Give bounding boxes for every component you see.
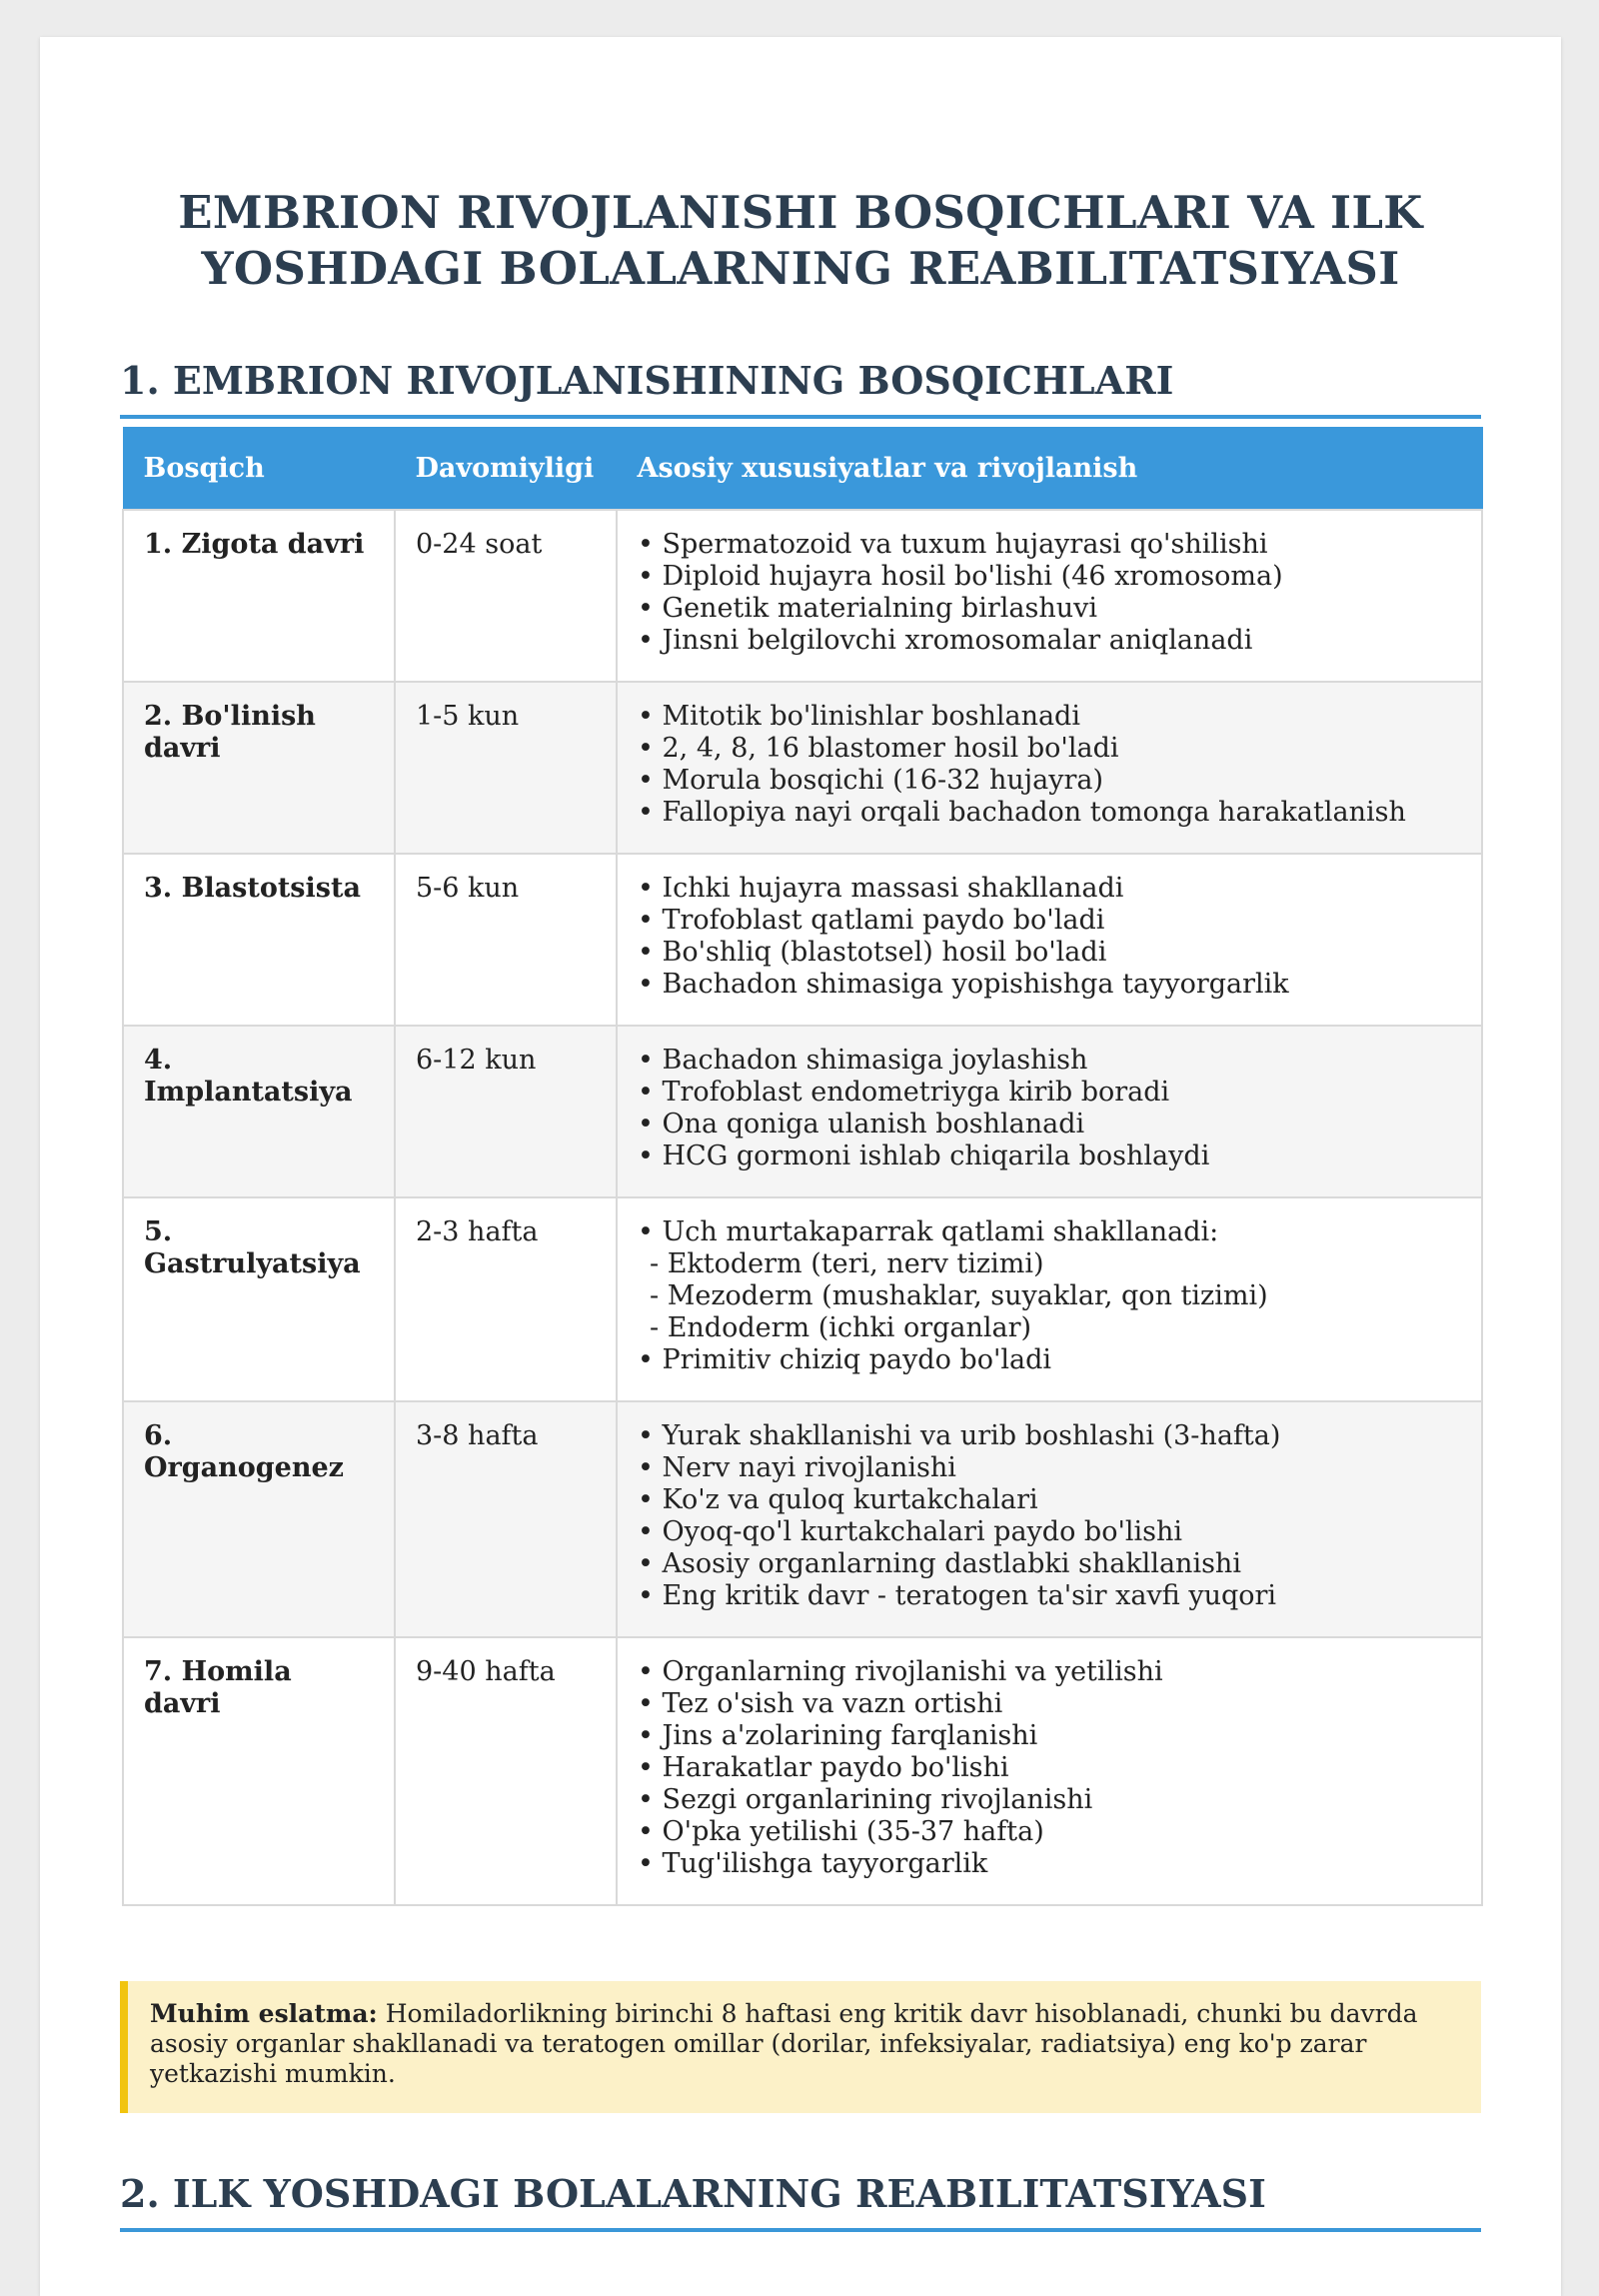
note-label: Muhim eslatma:	[150, 1999, 378, 2028]
embryo-stages-table	[122, 427, 1483, 1906]
table-row	[123, 682, 1482, 854]
feature-item: - Ektoderm (teri, nerv tizimi)	[650, 1248, 1044, 1279]
feature-item: • Fallopiya nayi orqali bachadon tomonga harakatlanish	[638, 797, 1406, 828]
stage-name-cell: 1. Zigota davri	[123, 510, 395, 682]
feature-item: • Nerv nayi rivojlanishi	[638, 1452, 956, 1483]
duration-cell: 1-5 kun	[395, 682, 617, 854]
duration-cell: 0-24 soat	[395, 510, 617, 682]
stage-name-cell: 4. Implantatsiya	[123, 1026, 395, 1197]
feature-item: • Organlarning rivojlanishi va yetilishi	[638, 1656, 1163, 1687]
document-title-line1: EMBRION RIVOJLANISHI BOSQICHLARI VA ILK	[178, 186, 1423, 239]
feature-item: • Ko'z va quloq kurtakchalari	[638, 1484, 1038, 1515]
feature-item: • Trofoblast qatlami paydo bo'ladi	[638, 905, 1105, 936]
features-cell	[617, 1026, 1482, 1197]
features-cell	[617, 510, 1482, 682]
feature-item: • Spermatozoid va tuxum hujayrasi qo'shilishi	[638, 529, 1268, 560]
feature-item: • Bo'shliq (blastotsel) hosil bo'ladi	[638, 937, 1107, 968]
feature-item: • Ona qoniga ulanish boshlanadi	[638, 1109, 1085, 1140]
duration-cell: 2-3 hafta	[395, 1197, 617, 1401]
features-list	[638, 701, 1461, 829]
document-title-line2: YOSHDAGI BOLALARNING REABILITATSIYASI	[201, 242, 1400, 295]
feature-item: • Tug'ilishga tayyorgarlik	[638, 1848, 988, 1879]
feature-item: • Uch murtakaparrak qatlami shakllanadi:	[638, 1216, 1219, 1247]
table-row	[123, 1026, 1482, 1197]
table-row	[123, 1401, 1482, 1637]
important-note	[120, 1981, 1481, 2113]
table-row	[123, 1637, 1482, 1905]
duration-cell: 3-8 hafta	[395, 1401, 617, 1637]
features-cell	[617, 682, 1482, 854]
feature-item: • Sezgi organlarining rivojlanishi	[638, 1784, 1093, 1815]
duration-cell: 6-12 kun	[395, 1026, 617, 1197]
section-heading-rehabilitation: 2. ILK YOSHDAGI BOLALARNING REABILITATSIYASI	[120, 2170, 1481, 2232]
feature-item: • Bachadon shimasiga joylashish	[638, 1045, 1088, 1076]
stage-name-cell: 3. Blastotsista	[123, 854, 395, 1026]
table-row	[123, 854, 1482, 1026]
document-title	[40, 185, 1561, 297]
feature-item: • Asosiy organlarning dastlabki shakllanishi	[638, 1548, 1241, 1579]
features-list	[638, 529, 1461, 657]
feature-item: • Primitiv chiziq paydo bo'ladi	[638, 1344, 1052, 1375]
feature-item: • Harakatlar paydo bo'lishi	[638, 1752, 1009, 1783]
feature-item: • Eng kritik davr - teratogen ta'sir xavfi yuqori	[638, 1580, 1277, 1611]
feature-item: • Jins a'zolarining farqlanishi	[638, 1720, 1038, 1751]
feature-item: • O'pka yetilishi (35-37 hafta)	[638, 1816, 1044, 1847]
feature-item: • Oyoq-qo'l kurtakchalari paydo bo'lishi	[638, 1516, 1183, 1547]
feature-item: • Trofoblast endometriyga kirib boradi	[638, 1077, 1170, 1108]
features-cell	[617, 1401, 1482, 1637]
features-list	[638, 1216, 1461, 1376]
stage-name-cell: 7. Homila davri	[123, 1637, 395, 1905]
feature-item: • Tez o'sish va vazn ortishi	[638, 1688, 1003, 1719]
table-header-row	[123, 428, 1482, 511]
feature-item: • HCG gormoni ishlab chiqarila boshlaydi	[638, 1141, 1210, 1171]
feature-item: • Bachadon shimasiga yopishishga tayyorgarlik	[638, 969, 1289, 1000]
table-row	[123, 1197, 1482, 1401]
features-cell	[617, 1637, 1482, 1905]
stage-name-cell: 6. Organogenez	[123, 1401, 395, 1637]
column-header-stage: Bosqich	[123, 428, 395, 511]
features-list	[638, 873, 1461, 1001]
feature-item: • Genetik materialning birlashuvi	[638, 593, 1098, 624]
feature-item: • Morula bosqichi (16-32 hujayra)	[638, 765, 1104, 796]
duration-cell: 9-40 hafta	[395, 1637, 617, 1905]
table-body	[123, 510, 1482, 1905]
features-cell	[617, 1197, 1482, 1401]
note-text: Homiladorlikning birinchi 8 haftasi eng kritik davr hisoblanadi, chunki bu davrda asosiy organlar shakllanadi va teratogen omillar (dorilar, infeksiyalar, radiatsiya) eng ko'p zarar yetkazishi mumkin.	[150, 1999, 1418, 2088]
feature-item: - Endoderm (ichki organlar)	[650, 1312, 1032, 1343]
feature-item: • Diploid hujayra hosil bo'lishi (46 xromosoma)	[638, 561, 1283, 592]
feature-item: - Mezoderm (mushaklar, suyaklar, qon tizimi)	[650, 1280, 1268, 1311]
features-list	[638, 1656, 1461, 1880]
feature-item: • Yurak shakllanishi va urib boshlashi (3-hafta)	[638, 1420, 1281, 1451]
column-header-features: Asosiy xususiyatlar va rivojlanish	[617, 428, 1482, 511]
features-list	[638, 1045, 1461, 1172]
duration-cell: 5-6 kun	[395, 854, 617, 1026]
section-heading-embryo-stages: 1. EMBRION RIVOJLANISHINING BOSQICHLARI	[120, 357, 1481, 419]
feature-item: • Ichki hujayra massasi shakllanadi	[638, 873, 1124, 904]
document-page	[40, 37, 1561, 2296]
features-list	[638, 1420, 1461, 1612]
features-cell	[617, 854, 1482, 1026]
column-header-duration: Davomiyligi	[395, 428, 617, 511]
stage-name-cell: 5. Gastrulyatsiya	[123, 1197, 395, 1401]
feature-item: • Mitotik bo'linishlar boshlanadi	[638, 701, 1080, 732]
feature-item: • 2, 4, 8, 16 blastomer hosil bo'ladi	[638, 733, 1119, 764]
table-row	[123, 510, 1482, 682]
stage-name-cell: 2. Bo'linish davri	[123, 682, 395, 854]
feature-item: • Jinsni belgilovchi xromosomalar aniqlanadi	[638, 625, 1253, 656]
